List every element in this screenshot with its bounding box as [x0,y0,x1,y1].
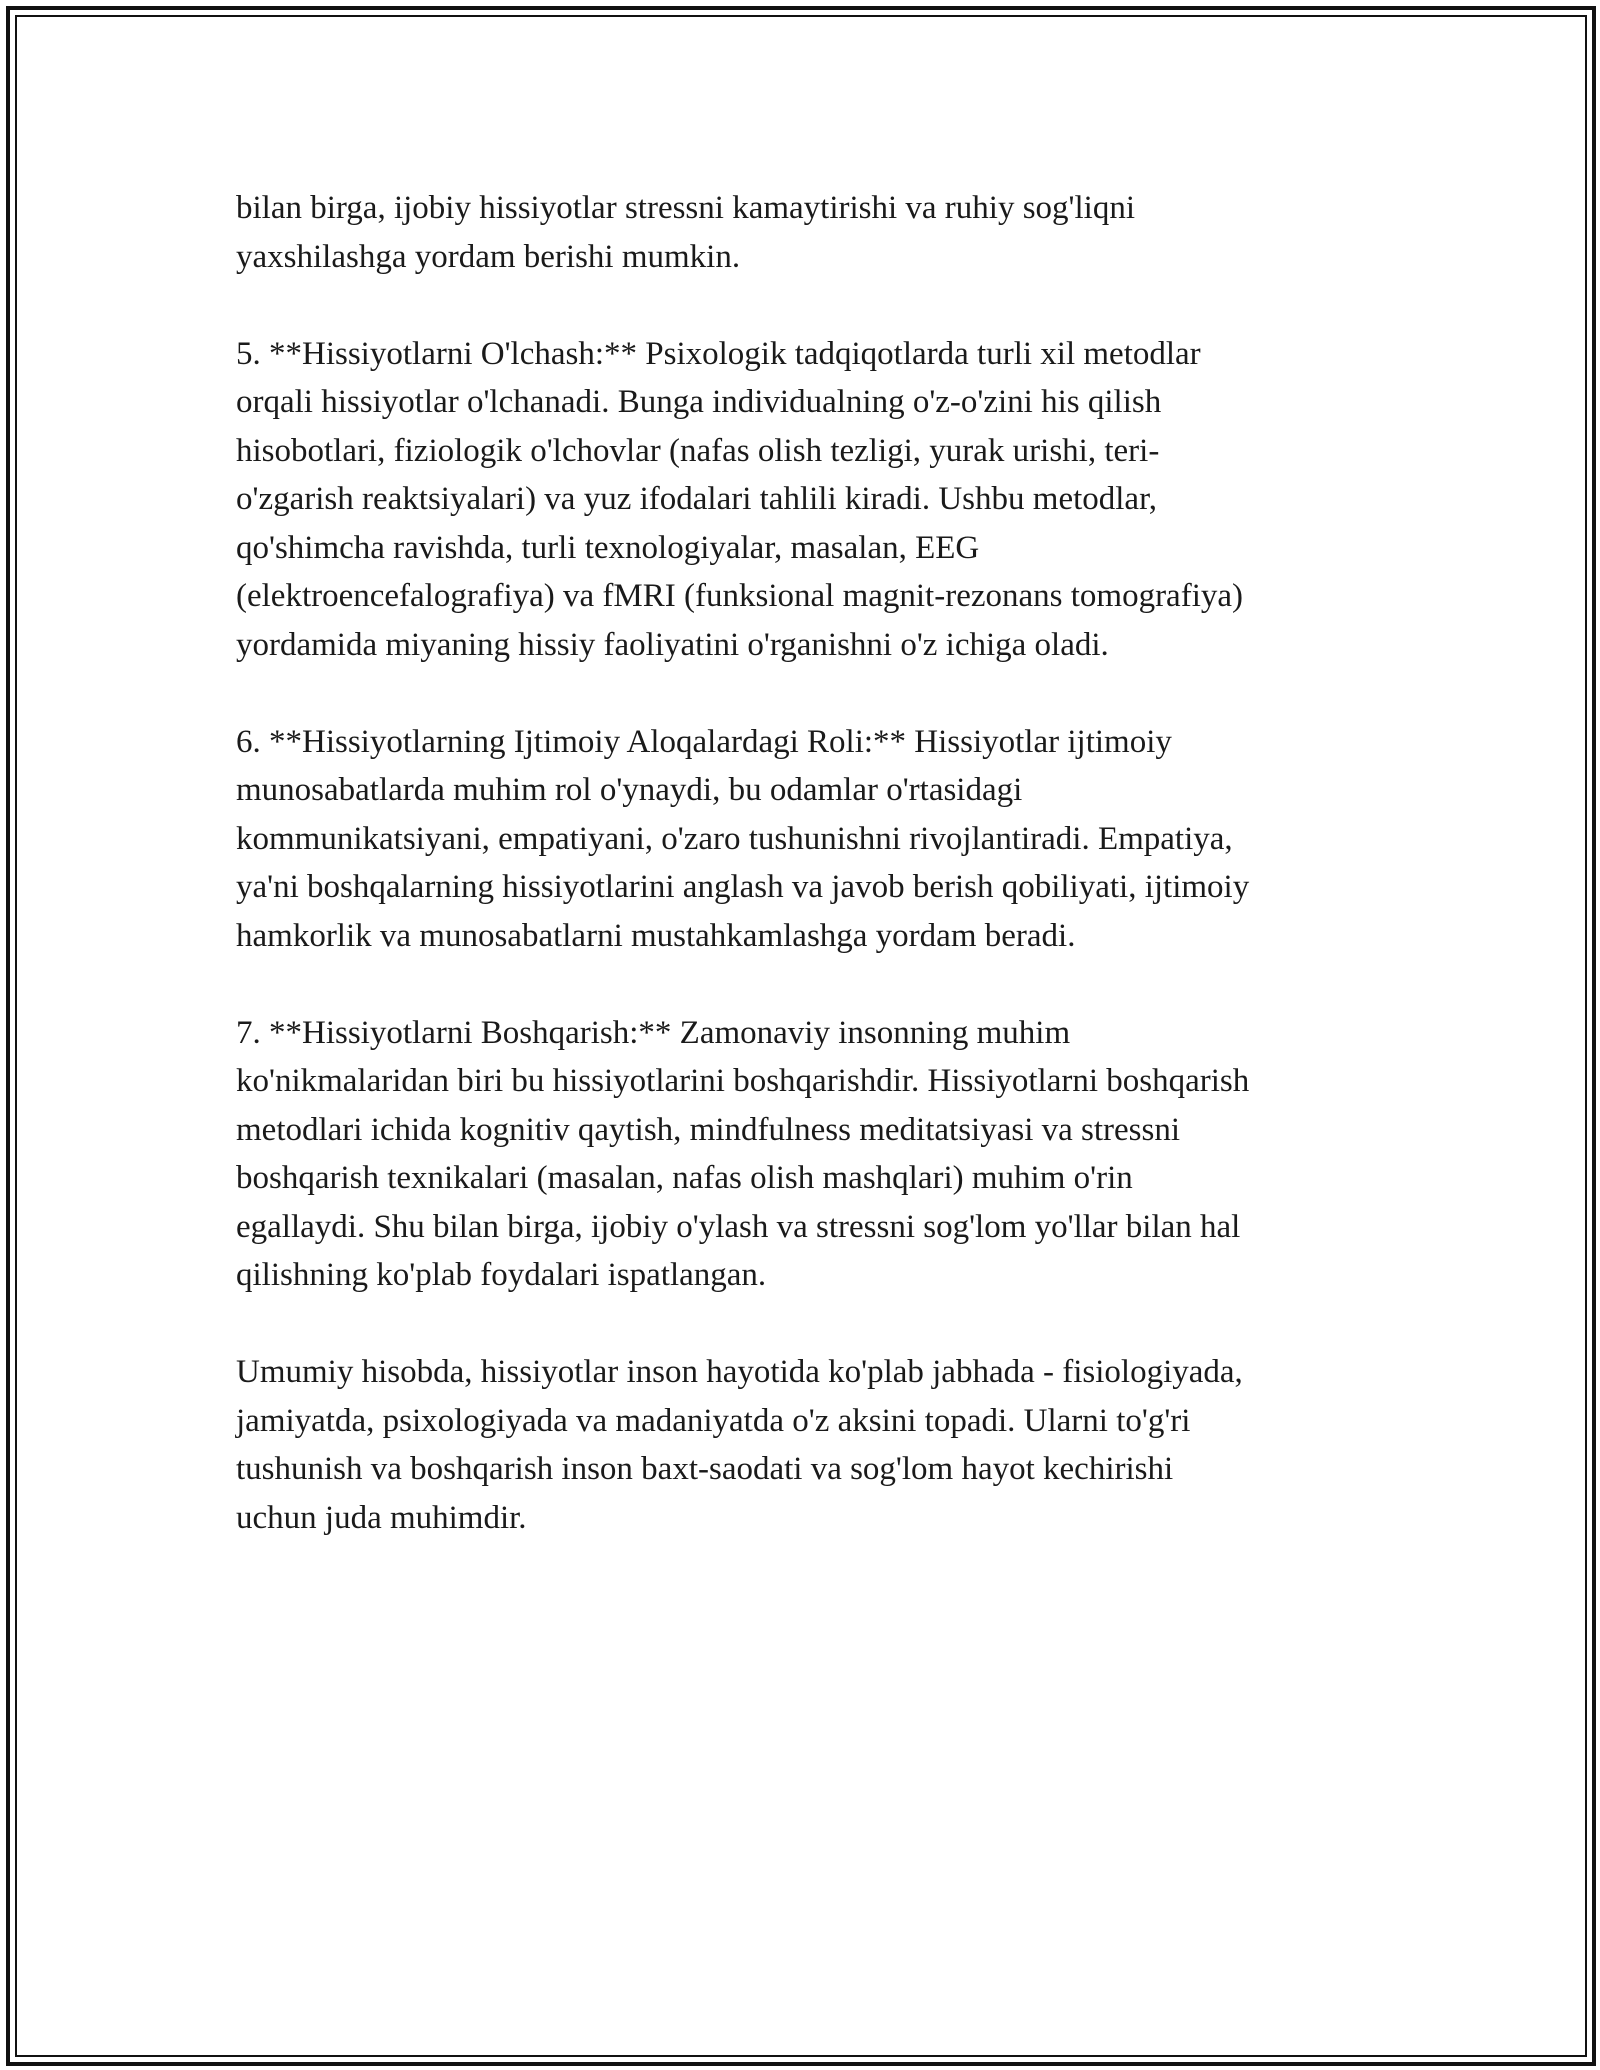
text-line: 6. **Hissiyotlarning Ijtimoiy Aloqalardagi Roli:** Hissiyotlar ijtimoiy [236,723,1172,760]
text-line: yaxshilashga yordam berishi mumkin. [236,238,741,275]
text-line: qilishning ko'plab foydalari ispatlangan. [236,1257,767,1293]
text-line: kommunikatsiyani, empatiyani, o'zaro tushunishni rivojlantiradi. Empatiya, [236,820,1233,857]
text-line: yordamida miyaning hissiy faoliyatini o'rganishni o'z ichiga oladi. [236,626,1109,663]
document-body [236,184,1376,1591]
text-line: munosabatlarda muhim rol o'ynaydi, bu odamlar o'rtasidagi [236,772,1023,808]
text-line: bilan birga, ijobiy hissiyotlar stressni kamaytirishi va ruhiy sog'liqni [236,190,1136,226]
paragraph-intro-continuation [236,184,1376,281]
paragraph-section-7 [236,1009,1376,1300]
text-line: Umumiy hisobda, hissiyotlar inson hayotida ko'plab jabhada - fisiologiyada, [236,1354,1243,1390]
text-line: hamkorlik va munosabatlarni mustahkamlashga yordam beradi. [236,917,1076,954]
text-line: o'zgarish reaktsiyalari) va yuz ifodalari tahlili kiradi. Ushbu metodlar, [236,481,1157,517]
text-line: uchun juda muhimdir. [236,1499,527,1536]
text-line: ko'nikmalaridan biri bu hissiyotlarini boshqarishdir. Hissiyotlarni boshqarish [236,1063,1250,1099]
text-line: metodlari ichida kognitiv qaytish, mindfulness meditatsiyasi va stressni [236,1111,1181,1148]
paragraph-section-6 [236,718,1376,961]
paragraph-conclusion [236,1348,1376,1542]
text-line: 7. **Hissiyotlarni Boshqarish:** Zamonaviy insonning muhim [236,1014,1071,1051]
text-line: orqali hissiyotlar o'lchanadi. Bunga individualning o'z-o'zini his qilish [236,384,1162,420]
text-line: boshqarish texnikalari (masalan, nafas olish mashqlari) muhim o'rin [236,1160,1133,1196]
paragraph-section-5 [236,330,1376,670]
text-line: (elektroencefalografiya) va fMRI (funksional magnit-rezonans tomografiya) [236,578,1243,614]
text-line: tushunish va boshqarish inson baxt-saodati va sog'lom hayot kechirishi [236,1451,1174,1487]
text-line: 5. **Hissiyotlarni O'lchash:** Psixologik tadqiqotlarda turli xil metodlar [236,335,1201,372]
text-line: egallaydi. Shu bilan birga, ijobiy o'ylash va stressni sog'lom yo'llar bilan hal [236,1208,1241,1245]
text-line: jamiyatda, psixologiyada va madaniyatda o'z aksini topadi. Ularni to'g'ri [236,1402,1191,1439]
text-line: hisobotlari, fiziologik o'lchovlar (nafas olish tezligi, yurak urishi, teri- [236,432,1160,469]
text-line: ya'ni boshqalarning hissiyotlarini anglash va javob berish qobiliyati, ijtimoiy [236,869,1250,905]
text-line: qo'shimcha ravishda, turli texnologiyalar, masalan, EEG [236,529,980,566]
